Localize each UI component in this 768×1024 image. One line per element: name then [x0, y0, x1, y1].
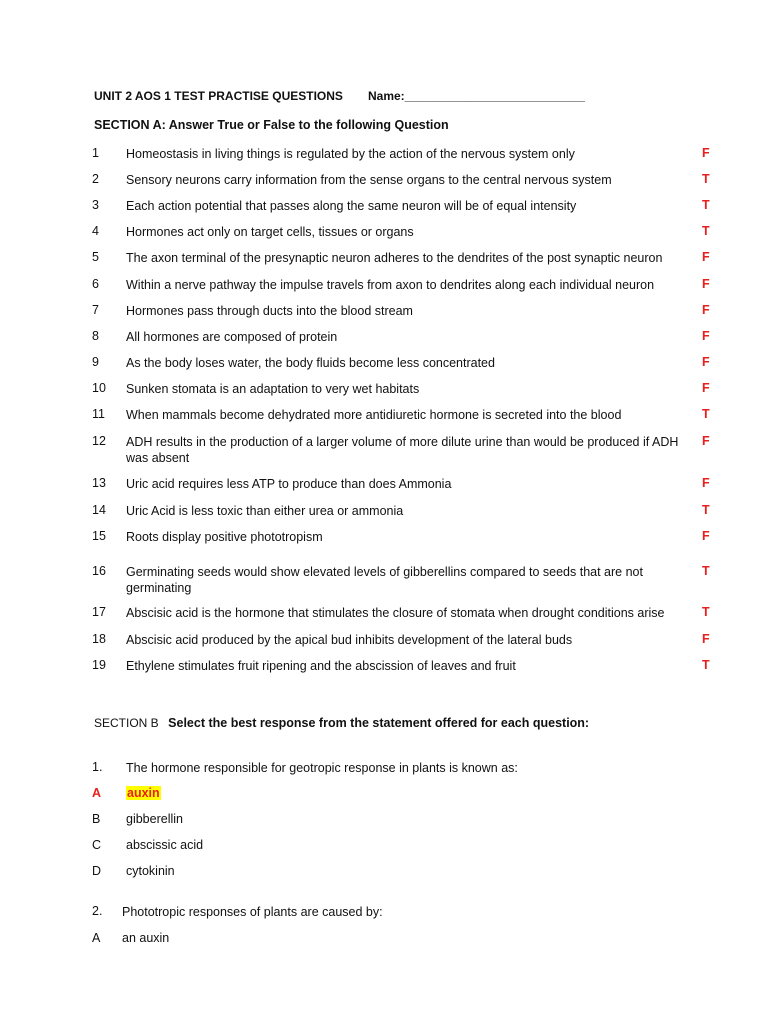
- answer-mark: F: [702, 434, 710, 448]
- answer-mark: F: [702, 632, 710, 646]
- question-number: 4: [92, 224, 99, 238]
- question-text: Sunken stomata is an adaptation to very wet habitats: [126, 382, 420, 396]
- option-text: gibberellin: [126, 812, 183, 826]
- answer-mark: F: [702, 355, 710, 369]
- question-text: Ethylene stimulates fruit ripening and the abscission of leaves and fruit: [126, 659, 516, 673]
- option-letter: A: [92, 931, 101, 945]
- answer-mark: F: [702, 277, 710, 291]
- option-text-highlighted: auxin: [127, 786, 160, 800]
- option-letter: C: [92, 838, 102, 852]
- question-text: Germinating seeds would show elevated levels of gibberellins compared to seeds that are not germinating: [126, 565, 643, 595]
- answer-mark: F: [702, 303, 710, 317]
- question-number: 12: [92, 434, 106, 448]
- option-letter: D: [92, 864, 102, 878]
- option-row: [0, 864, 768, 880]
- option-row: [0, 838, 768, 854]
- option-text: an auxin: [122, 931, 170, 945]
- question-number: 3: [92, 198, 99, 212]
- question-number: 7: [92, 303, 99, 317]
- question-text: Each action potential that passes along the same neuron will be of equal intensity: [126, 199, 577, 213]
- question-number: 1: [92, 146, 99, 160]
- option-letter: A: [92, 786, 102, 800]
- question-number: 5: [92, 250, 99, 264]
- answer-mark: F: [702, 250, 710, 264]
- option-letter: B: [92, 812, 101, 826]
- worksheet-title: UNIT 2 AOS 1 TEST PRACTISE QUESTIONS: [94, 89, 343, 103]
- name-field-label: Name:___________________________: [368, 89, 585, 103]
- question-text: Hormones act only on target cells, tissues or organs: [126, 225, 414, 239]
- question-number: 2: [92, 172, 99, 186]
- answer-mark: T: [702, 224, 710, 238]
- question-text: Hormones pass through ducts into the blood stream: [126, 304, 413, 318]
- answer-mark: T: [702, 407, 710, 421]
- answer-mark: T: [702, 198, 710, 212]
- answer-mark: T: [702, 172, 710, 186]
- question-number: 13: [92, 476, 106, 490]
- question-text: Roots display positive phototropism: [126, 530, 323, 544]
- question-text: As the body loses water, the body fluids become less concentrated: [126, 356, 495, 370]
- question-text: Abscisic acid is the hormone that stimulates the closure of stomata when drought conditions arise: [126, 606, 665, 620]
- option-row: [0, 812, 768, 828]
- question-text: Abscisic acid produced by the apical bud inhibits development of the lateral buds: [126, 633, 573, 647]
- question-number: 1.: [92, 760, 103, 774]
- answer-mark: F: [702, 529, 710, 543]
- question-text: Phototropic responses of plants are caused by:: [122, 905, 383, 919]
- question-number: 14: [92, 503, 106, 517]
- question-number: 16: [92, 564, 106, 578]
- question-number: 18: [92, 632, 106, 646]
- question-number: 10: [92, 381, 106, 395]
- answer-mark: F: [702, 476, 710, 490]
- option-row: [0, 931, 768, 947]
- option-text: cytokinin: [126, 864, 175, 878]
- answer-mark: T: [702, 658, 710, 672]
- answer-mark: T: [702, 564, 710, 578]
- question-text: The axon terminal of the presynaptic neuron adheres to the dendrites of the post synaptic neuron: [126, 251, 663, 265]
- question-text: Uric Acid is less toxic than either urea or ammonia: [126, 504, 404, 518]
- section-b-label: SECTION B: [94, 716, 159, 730]
- question-text: When mammals become dehydrated more antidiuretic hormone is secreted into the blood: [126, 408, 622, 422]
- question-number: 15: [92, 529, 106, 543]
- question-text: The hormone responsible for geotropic response in plants is known as:: [126, 761, 518, 775]
- question-number: 17: [92, 605, 106, 619]
- section-a-heading: SECTION A: Answer True or False to the following Question: [94, 118, 449, 132]
- question-text: All hormones are composed of protein: [126, 330, 338, 344]
- question-number: 2.: [92, 904, 103, 918]
- question-number: 19: [92, 658, 106, 672]
- question-text: Within a nerve pathway the impulse travels from axon to dendrites along each individual neuron: [126, 278, 655, 292]
- section-b-instruction: Select the best response from the statement offered for each question:: [168, 716, 590, 730]
- answer-mark: F: [702, 146, 710, 160]
- answer-mark: T: [702, 503, 710, 517]
- question-number: 8: [92, 329, 99, 343]
- answer-mark: F: [702, 381, 710, 395]
- option-row-correct: [0, 786, 768, 802]
- question-text: Homeostasis in living things is regulated by the action of the nervous system only: [126, 147, 575, 161]
- question-number: 11: [92, 407, 105, 421]
- section-b-heading: [94, 716, 589, 730]
- question-text: Uric acid requires less ATP to produce than does Ammonia: [126, 477, 452, 491]
- question-text: Sensory neurons carry information from the sense organs to the central nervous system: [126, 173, 612, 187]
- question-number: 6: [92, 277, 99, 291]
- question-text: ADH results in the production of a larger volume of more dilute urine than would be produced if ADH was absent: [126, 435, 679, 465]
- question-number: 9: [92, 355, 99, 369]
- answer-mark: F: [702, 329, 710, 343]
- option-text: abscissic acid: [126, 838, 204, 852]
- answer-mark: T: [702, 605, 710, 619]
